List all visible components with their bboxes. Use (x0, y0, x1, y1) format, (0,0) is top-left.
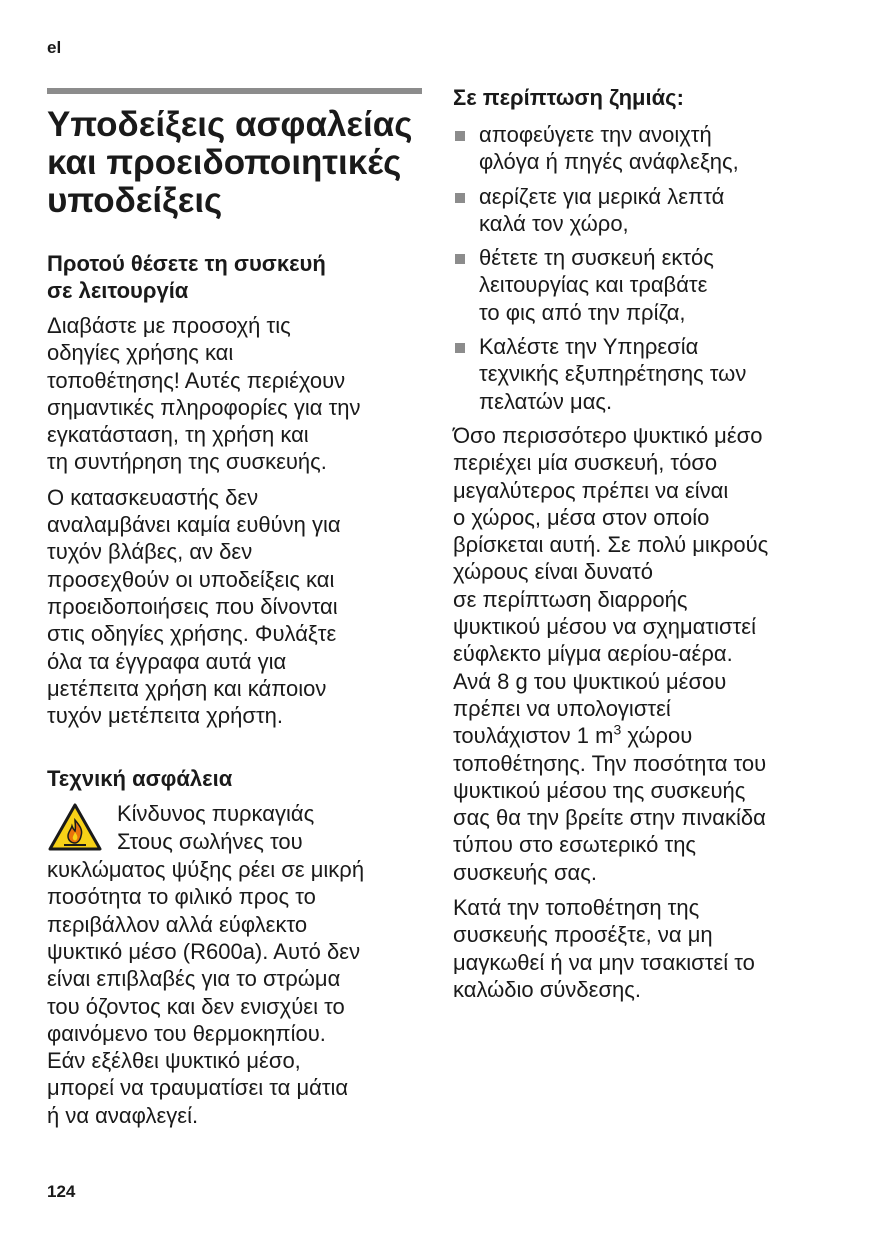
fire-warning-block (47, 800, 422, 861)
technical-safety-heading: Τεχνική ασφάλεια (47, 766, 233, 792)
bullet-square-icon (455, 131, 465, 141)
list-item (453, 333, 833, 415)
fire-warning-first-line: Στους σωλήνες του (117, 828, 303, 854)
refrigerant-amount-text-b: χώρου τοποθέτησης. Την ποσότητα του ψυκτικού μέσου της συσκευής σας θα την βρείτε στην πινακίδα τύπου στο εσωτερικό της συσκευής σας. (453, 723, 767, 885)
list-item (453, 244, 833, 326)
list-item-text: αποφεύγετε την ανοιχτή φλόγα ή πηγές ανάφλεξης, (479, 122, 739, 175)
section-rule (47, 88, 422, 94)
cubic-superscript: 3 (613, 721, 622, 738)
list-item (453, 121, 833, 176)
page-number: 124 (47, 1182, 76, 1201)
list-item (453, 183, 833, 238)
installation-paragraph: Κατά την τοποθέτηση της συσκευής προσέξτε, να μη μαγκωθεί ή να μην τσακιστεί το καλώδιο σύνδεσης. (453, 895, 755, 1002)
damage-steps-list (453, 121, 833, 415)
left-column (47, 88, 422, 1129)
before-use-paragraph-1: Διαβάστε με προσοχή τις οδηγίες χρήσης και τοποθέτησης! Αυτές περιέχουν σημαντικές πληροφορίες για την εγκατάσταση, τη χρήση και τη συντήρηση της συσκευής. (47, 313, 361, 475)
bullet-square-icon (455, 193, 465, 203)
bullet-square-icon (455, 343, 465, 353)
page-title: Υποδείξεις ασφαλείας και προειδοποιητικές υποδείξεις (47, 105, 413, 220)
before-use-paragraph-2: Ο κατασκευαστής δεν αναλαμβάνει καμία ευθύνη για τυχόν βλάβες, αν δεν προσεχθούν οι υποδείξεις και προειδοποιήσεις που δίνονται στις οδηγίες χρήσης. Φυλάξτε όλα τα έγγραφα αυτά για μετέπειτα χρήση και κάποιον τυχόν μετέπειτα χρήστη. (47, 484, 341, 729)
fire-warning-body: κυκλώματος ψύξης ρέει σε μικρή ποσότητα το φιλικό προς το περιβάλλον αλλά εύφλεκτο ψυκτικό μέσο (R600a). Αυτό δεν είναι επιβλαβές για το στρώμα του όζοντος και δεν ενισχύει το φαινόμενο του θερμοκηπίου. Εάν εξέλθει ψυκτικό μέσο, μπορεί να τραυματίσει τα μάτια ή να αναφλεγεί. (47, 857, 365, 1128)
fire-warning-icon (47, 802, 103, 852)
damage-heading: Σε περίπτωση ζημιάς: (453, 85, 684, 110)
before-use-heading: Προτού θέσετε τη συσκευή σε λειτουργία (47, 251, 326, 303)
list-item-text: Καλέστε την Υπηρεσία τεχνικής εξυπηρέτησης των πελατών μας. (479, 334, 747, 414)
fire-warning-title: Κίνδυνος πυρκαγιάς (117, 801, 315, 827)
right-column (453, 84, 833, 1011)
list-item-text: αερίζετε για μερικά λεπτά καλά τον χώρο, (479, 183, 725, 236)
bullet-square-icon (455, 254, 465, 264)
language-code: el (47, 38, 62, 57)
list-item-text: θέτετε τη συσκευή εκτός λειτουργίας και τραβάτε το φις από την πρίζα, (479, 245, 714, 325)
refrigerant-amount-text-a: Όσο περισσότερο ψυκτικό μέσο περιέχει μία συσκευή, τόσο μεγαλύτερος πρέπει να είναι ο χώρος, μέσα στον οποίο βρίσκεται αυτή. Σε πολύ μικρούς χώρους είναι δυνατό σε περίπτωση διαρροής ψυκτικού μέσου να σχηματιστεί εύφλεκτο μίγμα αερίου-αέρα. Ανά 8 g του ψυκτικού μέσου πρέπει να υπολογιστεί τουλάχιστον 1 m (453, 422, 769, 749)
refrigerant-amount-paragraph (453, 422, 833, 886)
